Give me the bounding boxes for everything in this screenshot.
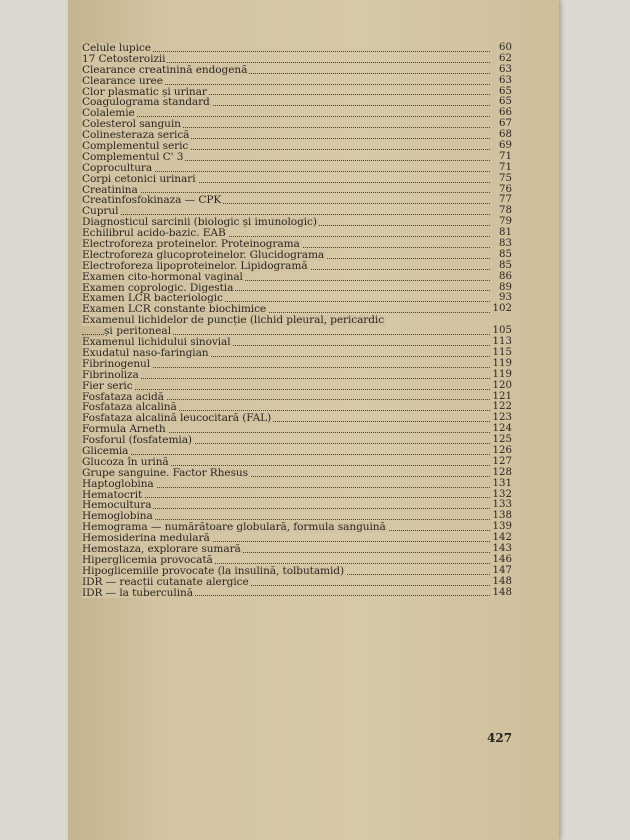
entry-title: Electroforeza proteinelor. Proteinograma <box>82 238 300 251</box>
entry-title: Fosfataza acidă <box>82 390 164 403</box>
entry-page-number: 142 <box>492 532 512 544</box>
entry-page-number: 77 <box>499 194 512 206</box>
table-of-contents <box>82 43 512 598</box>
dot-leader <box>82 378 490 379</box>
toc-entry <box>82 174 512 185</box>
entry-title: Electroforeza lipoproteinelor. Lipidogramă <box>82 259 308 272</box>
entry-title: Coagulograma standard <box>82 96 210 109</box>
entry-title: Echilibrul acido-bazic. EAB <box>82 227 226 240</box>
dot-leader <box>82 116 490 117</box>
entry-page-number: 119 <box>492 357 512 369</box>
entry-title: Hemosiderina medulară <box>82 532 210 545</box>
entry-page-number: 65 <box>499 85 512 97</box>
entry-title: Creatinina <box>82 183 138 196</box>
entry-page-number: 132 <box>492 488 512 500</box>
toc-entry <box>82 359 512 370</box>
entry-title: 17 Cetosteroizii <box>82 52 166 65</box>
entry-title: Hematocrit <box>82 488 143 501</box>
toc-entry <box>82 468 512 479</box>
toc-entry <box>82 435 512 446</box>
dot-leader <box>82 389 490 390</box>
entry-page-number: 75 <box>499 172 512 184</box>
entry-page-number: 119 <box>492 368 512 380</box>
entry-page-number: 62 <box>499 52 512 64</box>
entry-page-number: 143 <box>492 542 512 554</box>
entry-title: Fosfataza alcalină <box>82 401 177 414</box>
entry-title: Coprocultura <box>82 161 153 174</box>
entry-page-number: 60 <box>499 41 512 53</box>
entry-title: Fibrinoliza <box>82 368 139 381</box>
entry-page-number: 133 <box>492 499 512 511</box>
entry-title: Colesterol sanguin <box>82 118 181 131</box>
entry-title: IDR — la tuberculină <box>82 586 193 599</box>
entry-title-continued: și peritoneal <box>104 325 172 338</box>
entry-title: Electroforeza glucoproteinelor. Glucidograma <box>82 248 325 261</box>
entry-title: Hemocultura <box>82 499 152 512</box>
entry-title: Clearance creatinină endogenă <box>82 63 248 76</box>
entry-page-number: 113 <box>492 336 512 348</box>
entry-page-number: 127 <box>492 455 512 467</box>
entry-title: Haptoglobina <box>82 477 154 490</box>
entry-title: Hemoglobina <box>82 510 153 523</box>
entry-page-number: 125 <box>492 434 512 446</box>
entry-page-number: 78 <box>499 205 512 217</box>
page-number: 427 <box>487 731 513 745</box>
entry-title: Examen coprologic. Digestia <box>82 281 234 294</box>
entry-title: Hipoglicemiile provocate (la insulină, tolbutamid) <box>82 564 344 577</box>
entry-title: Clearance uree <box>82 74 163 87</box>
dot-leader <box>82 214 490 215</box>
entry-page-number: 102 <box>492 303 512 315</box>
entry-title: Hiperglicemia provocată <box>82 553 213 566</box>
book-page <box>68 0 559 840</box>
entry-title: Glucoza în urină <box>82 455 169 468</box>
toc-entry <box>82 577 512 588</box>
entry-page-number: 89 <box>499 281 512 293</box>
entry-page-number: 69 <box>499 140 512 151</box>
entry-title: Grupe sanguine. Factor Rhesus <box>82 466 248 479</box>
entry-title: Hemostaza, explorare sumară <box>82 542 241 555</box>
entry-title: Complementul C' 3 <box>82 150 184 163</box>
entry-title: Colalemie <box>82 107 135 120</box>
entry-title: Fibrinogenul <box>82 357 151 370</box>
entry-page-number: 121 <box>492 390 512 402</box>
entry-page-number: 122 <box>492 401 512 413</box>
entry-page-number: 139 <box>492 521 512 533</box>
entry-page-number: 126 <box>492 444 512 456</box>
entry-title: Formula Arneth <box>82 423 166 436</box>
entry-title: Celule lupice <box>82 42 151 54</box>
entry-page-number: 65 <box>499 96 512 108</box>
entry-page-number: 63 <box>499 74 512 86</box>
entry-page-number: 93 <box>499 292 512 304</box>
entry-page-number: 81 <box>499 227 512 239</box>
entry-title: Fier seric <box>82 379 133 392</box>
entry-page-number: 138 <box>492 510 512 522</box>
entry-page-number: 115 <box>492 346 512 358</box>
entry-title: Cuprul <box>82 205 119 218</box>
entry-page-number: 131 <box>492 477 512 489</box>
entry-title: Examen LCR constante biochimice <box>82 303 267 316</box>
toc-entry <box>82 195 512 206</box>
entry-page-number: 76 <box>499 183 512 195</box>
toc-entry <box>82 315 512 337</box>
entry-page-number: 120 <box>492 379 512 391</box>
entry-page-number: 146 <box>492 553 512 565</box>
dot-leader <box>82 454 490 455</box>
entry-page-number: 86 <box>499 270 512 282</box>
entry-title: Examen cito-hormonal vaginal <box>82 270 243 283</box>
entry-title: Diagnosticul sarcinii (biologic și imunologic) <box>82 216 317 229</box>
toc-entry <box>82 272 512 283</box>
entry-page-number: 83 <box>499 238 512 250</box>
entry-title: Examen LCR bacteriologic <box>82 292 223 305</box>
entry-title: Clor plasmatic și urinar <box>82 85 207 98</box>
entry-page-number: 85 <box>499 259 512 271</box>
entry-page-number: 85 <box>499 248 512 260</box>
entry-page-number: 148 <box>492 575 512 587</box>
toc-entry <box>82 381 512 392</box>
entry-page-number: 148 <box>492 586 512 598</box>
entry-title: IDR — reacții cutanate alergice <box>82 575 249 588</box>
entry-page-number: 123 <box>492 412 512 424</box>
dot-leader <box>82 192 490 193</box>
entry-title: Colinesteraza serică <box>82 129 190 142</box>
entry-page-number: 79 <box>499 216 512 228</box>
entry-title: Examenul lichidului sinovial <box>82 336 231 349</box>
entry-page-number: 71 <box>499 150 512 162</box>
entry-page-number: 68 <box>499 129 512 141</box>
entry-title: Exudatul naso-faringian <box>82 346 209 359</box>
toc-entry <box>82 97 512 108</box>
entry-page-number: 128 <box>492 466 512 478</box>
toc-entry <box>82 479 512 490</box>
entry-page-number: 147 <box>492 564 512 576</box>
entry-title: Creatinfosfokinaza — CPK <box>82 194 222 207</box>
entry-page-number: 71 <box>499 161 512 173</box>
entry-title: Fosfataza alcalină leucocitară (FAL) <box>82 412 272 425</box>
entry-page-number: 105 <box>492 325 512 337</box>
entry-title: Glicemia <box>82 444 129 457</box>
entry-page-number: 67 <box>499 118 512 130</box>
toc-entry <box>82 76 512 87</box>
entry-page-number: 66 <box>499 107 512 119</box>
entry-title: Complementul seric <box>82 140 189 153</box>
toc-entry <box>82 588 512 599</box>
entry-title: Hemograma — numărătoare globulară, formula sanguină <box>82 521 386 534</box>
entry-title: Examenul lichidelor de puncție (lichid pleural, pericardic <box>82 314 385 327</box>
entry-title: Corpi cetonici urinari <box>82 172 196 185</box>
entry-page-number: 63 <box>499 63 512 75</box>
entry-title: Fosforul (fosfatemia) <box>82 434 192 447</box>
entry-page-number: 124 <box>492 423 512 435</box>
toc-entry <box>82 370 512 381</box>
